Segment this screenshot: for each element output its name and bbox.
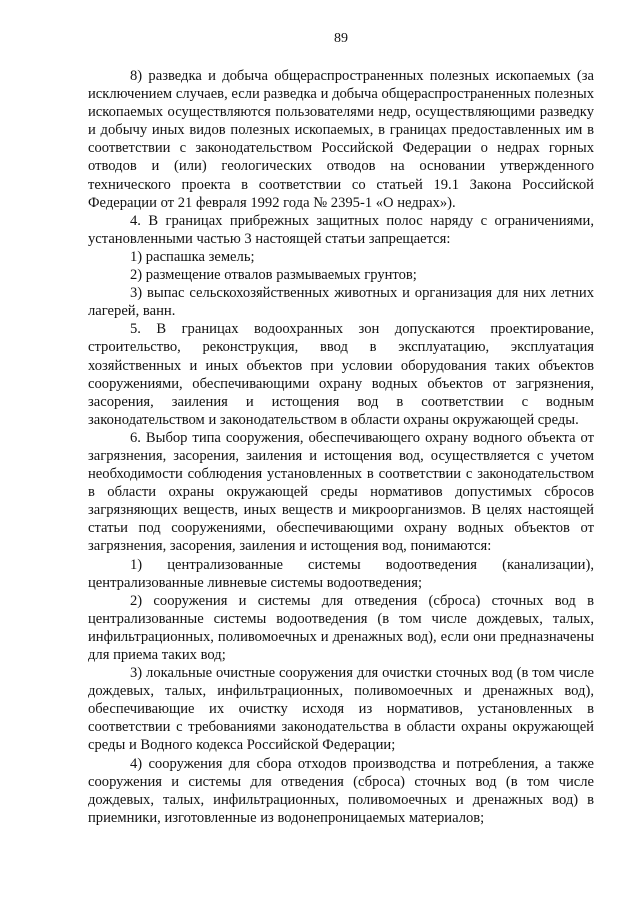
paragraph-structure-1: 1) централизованные системы водоотведения (канализации), централизованные ливневые системы водоотведения;: [88, 556, 594, 591]
paragraph-item-8: 8) разведка и добыча общераспространенных полезных ископаемых (за исключением случаев, если разведка и добыча общераспространенных полезных ископаемых осуществляются пользователями недр, осуществляющими разведку и добычу иных видов полезных ископаемых, в границах предоставленных им в соответствии с законодательством Российской Федерации о недрах горных отводов и (или) геологических отводов на основании утвержденного технического проекта в соответствии со статьей 19.1 Закона Российской Федерации от 21 февраля 1992 года № 2395-1 «О недрах»).: [88, 68, 594, 211]
paragraph-item-3-grazing: 3) выпас сельскохозяйственных животных и организация для них летних лагерей, ванн.: [88, 285, 594, 320]
paragraph-structure-3: 3) локальные очистные сооружения для очистки сточных вод (в том числе дождевых, талых, инфильтрационных, поливомоечных и дренажных вод), обеспечивающие их очистку исходя из нормативов, установленных в соответствии с требованиями законодательства в области охраны окружающей среды и Водного кодекса Российской Федерации;: [88, 665, 594, 754]
paragraph-item-1-plowing: 1) распашка земель;: [130, 248, 255, 265]
paragraph-item-2-dumps: 2) размещение отвалов размываемых грунтов;: [130, 267, 417, 284]
document-body: [88, 67, 594, 827]
paragraph-section-4: 4. В границах прибрежных защитных полос наряду с ограничениями, установленными частью 3 настоящей статьи запрещается:: [88, 212, 594, 247]
paragraph-structure-4: 4) сооружения для сбора отходов производства и потребления, а также сооружения и системы для отведения (сброса) сточных вод (в том числе дождевых, талых, инфильтрационных, поливомоечных и дренажных вод) в приемники, изготовленные из водонепроницаемых материалов;: [88, 755, 594, 826]
page-number: 89: [334, 31, 348, 46]
paragraph-section-6: 6. Выбор типа сооружения, обеспечивающего охрану водного объекта от загрязнения, засорения, заиления и истощения вод, осуществляется с учетом необходимости соблюдения установленных в соответствии с законодательством в области охраны окружающей среды нормативов допустимых сбросов загрязняющих веществ, иных веществ и микроорганизмов. В целях настоящей статьи под сооружениями, обеспечивающими охрану водных объектов от загрязнения, засорения, заиления и истощения вод, понимаются:: [88, 429, 594, 555]
paragraph-structure-2: 2) сооружения и системы для отведения (сброса) сточных вод в централизованные системы водоотведения (в том числе дождевых, талых, инфильтрационных, поливомоечных и дренажных вод), если они предназначены для приема таких вод;: [88, 592, 594, 663]
paragraph-section-5: 5. В границах водоохранных зон допускаются проектирование, строительство, реконструкция, ввод в эксплуатацию, эксплуатация хозяйственных и иных объектов при условии оборудования таких объектов сооружениями, обеспечивающими охрану водных объектов от загрязнения, засорения, заиления и истощения вод в соответствии с водным законодательством и законодательством в области охраны окружающей среды.: [88, 321, 594, 428]
